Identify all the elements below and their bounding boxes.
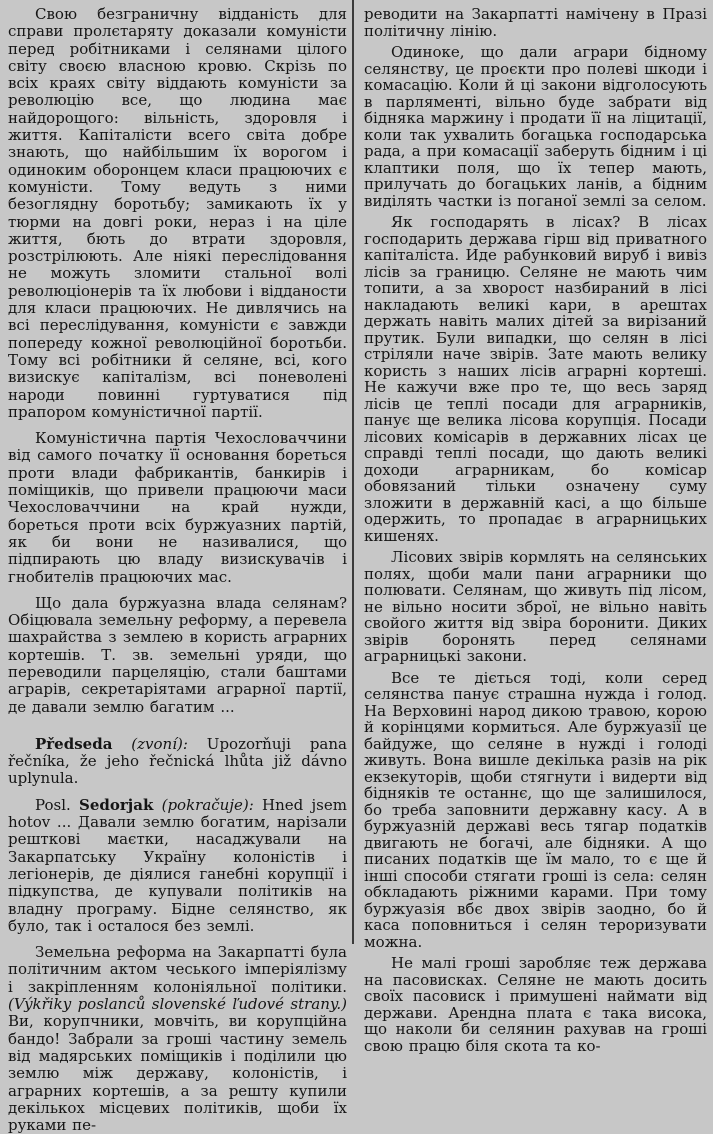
right-column — [354, 0, 713, 1055]
paragraph-text: Свою безграничну відданість для справи пролєтаряту доказали комуністи перед робітниками і селянами цілого світу своєю власною кровю. Скрізь по всіх краях світу віддають комуністи за революцію все, що людина має найдорощого: вільність, здоровля і життя. Капіталісти всего світа добре знають, що найбільшим їх ворогом і одиноким оборонцем класи працюючих є комуністи. Тому ведуть з ними безоглядну боротьбу; замикають їх у тюрми на довгі роки, нераз і на ціле життя, бють до втрати здоровля, розстрілюють. Але ніякі переслідовання не можуть зломити стальної волі революціонерів та їх любови і відданости для класи працюючих. Не дивлячись на всі переслідування, комуністи є завжди попереду кожної революційної боротьби. Тому всі робітники й селяне, всі, кого визискує капіталізм, всі поневолені народи повинні гуртуватися під прапором комуністичної партії. — [8, 5, 347, 421]
paragraph — [8, 430, 347, 586]
paragraph-text: Комуністична партія Чехословаччини від самого початку її основання бореться проти влади фабрикантів, банкирів і поміщиків, що привели працюючи маси Чехословаччини на край нужди, бореться проти всіх буржуазних партій, як би вони не називалися, що підпирають цю владу визискувачів і гнобителів працюючих мас. — [8, 429, 347, 586]
paragraph-text: Земельна реформа на Закарпатті була політичним актом чеського імперіялізму і закріпленням колоніяльної політики. — [8, 943, 347, 996]
paragraph-text: Як господарять в лісах? В лісах господарить держава гірш від приватного капіталіста. Иде рабунковий вируб і вивіз лісів за границю. Селяне не мають чим топити, а за хворост назбираний в лісі накладають великі кари, в арештах держать навіть малих дітей за вирізаний прутик. Були випадки, що селян в лісі стріляли наче звірів. Зате мають велику користь з наших лісів аграрні кортеші. Не кажучи вже про те, що весь заряд лісів це теплі посади для аграрників, панує ще велика лісова корупція. Посади лісових комісарів в державних лісах це справді теплі посади, що дають великі доходи аграрникам, бо комісар обовязаний тільки означену суму зложити в державній касі, а що більше одержить, то пропадає в аграрницьких кишенях. — [364, 213, 707, 545]
stage-direction: (zvoní): — [131, 734, 188, 753]
paragraph — [8, 595, 347, 716]
paragraph-continuation — [364, 6, 707, 39]
paragraph-text: Лісових звірів кормлять на селянських полях, щоби мали пани аграрники що полювати. Селянам, що живуть під лісом, не вільно носити зброї, не вільно навіть свойого життя від звіра боронити. Диких звірів боронять перед селянами аграрницькі закони. — [364, 548, 707, 665]
speaker-name: Sedorjak — [79, 795, 154, 814]
paragraph — [364, 44, 707, 209]
left-column — [0, 0, 352, 1134]
paragraph-text: реводити на Закарпатті намічену в Празі політичну лінію. — [364, 5, 707, 40]
paragraph-text: Ви, корупчники, мовчіть, ви корупційна бандо! Забрали за гроші частину земель від мадярських поміщиків і поділили цю землю між державу, колоністів, і аграрних кортешів, а за решту купили декількох місцевих політиків, щоби їх руками пе- — [8, 1012, 347, 1134]
speaker-name: Předseda — [35, 734, 113, 753]
speaker-prefix: Posl. — [35, 795, 71, 814]
paragraph-text: Все те діється тоді, коли серед селянства панує страшна нужда і голод. На Верховині народ дикою травою, корою й корінцями кормиться. Але буржуазії це байдуже, що селяне в нужді і голоді живуть. Вона вишле декілька разів на рік екзекуторів, щоби стягнути і видерти від бідняків те останнє, що ще залишилося, бо треба заповнити державну касу. А в буржуазній державі весь тягар податків двигають не богачі, але бідняки. А що писаних податків ще їм мало, то є ще й інші способи стягати гроші із села: селян обкладають ріжними карами. При тому буржуазія вбє двох звірів заодно, бо й каса поповниться і селян тероризувати можна. — [364, 668, 707, 951]
paragraph — [364, 670, 707, 951]
paragraph-speaker — [8, 797, 347, 935]
paragraph — [8, 6, 347, 421]
paragraph-text: Одиноке, що дали аграри бідному селянству, це проєкти про полеві шкоди і комасацію. Коли й ці закони відголосують в парляменті, вільно буде забрати від бідняка маржину і продати її на ліцитації, коли так ухвалить богацька господарська рада, а при комасації заберуть бідним і ці клаптики поля, що їх тепер мають, прилучать до богацьких ланів, а бідним виділять частки із поганої землі за селом. — [364, 43, 707, 210]
paragraph-chairman — [8, 736, 347, 788]
paragraph-text: Що дала буржуазна влада селянам? Обіцювала земельну реформу, а перевела шахрайства з землею в користь аграрних кортешів. Т. зв. земельні уряди, що переводили парцеляцію, стали баштами аграрів, секретаріятами аграрної партії, де давали землю багатим ... — [8, 593, 347, 716]
paragraph — [364, 955, 707, 1054]
paragraph-text: Не малі гроші заробляє теж держава на пасовисках. Селяне не мають досить своїх пасовиск і примушені наймати від держави. Арендна плата є така висока, що наколи би селянин рахував на гроші свою працю біля скота та ко- — [364, 954, 707, 1055]
interjection: (Výkřiky poslanců slovenské ľudové strany.) — [8, 995, 347, 1014]
paragraph-text: Upozorňuji pana řečníka, že jeho řečnická lhůta již dávno uplynula. — [8, 734, 347, 788]
stage-direction: (pokračuje): — [161, 795, 254, 814]
paragraph — [364, 214, 707, 544]
paragraph — [8, 944, 347, 1134]
paragraph-text: Hned jsem hotov ... Давали землю богатим, нарізали решткові маєтки, насаджували на Закарпатську Україну колоністів і легіонерів, де діялися ганебні корупції і підкупства, де купували політиків на владну програму. Бідне селянство, як було, так і осталося без землі. — [8, 795, 347, 935]
paragraph — [364, 549, 707, 665]
